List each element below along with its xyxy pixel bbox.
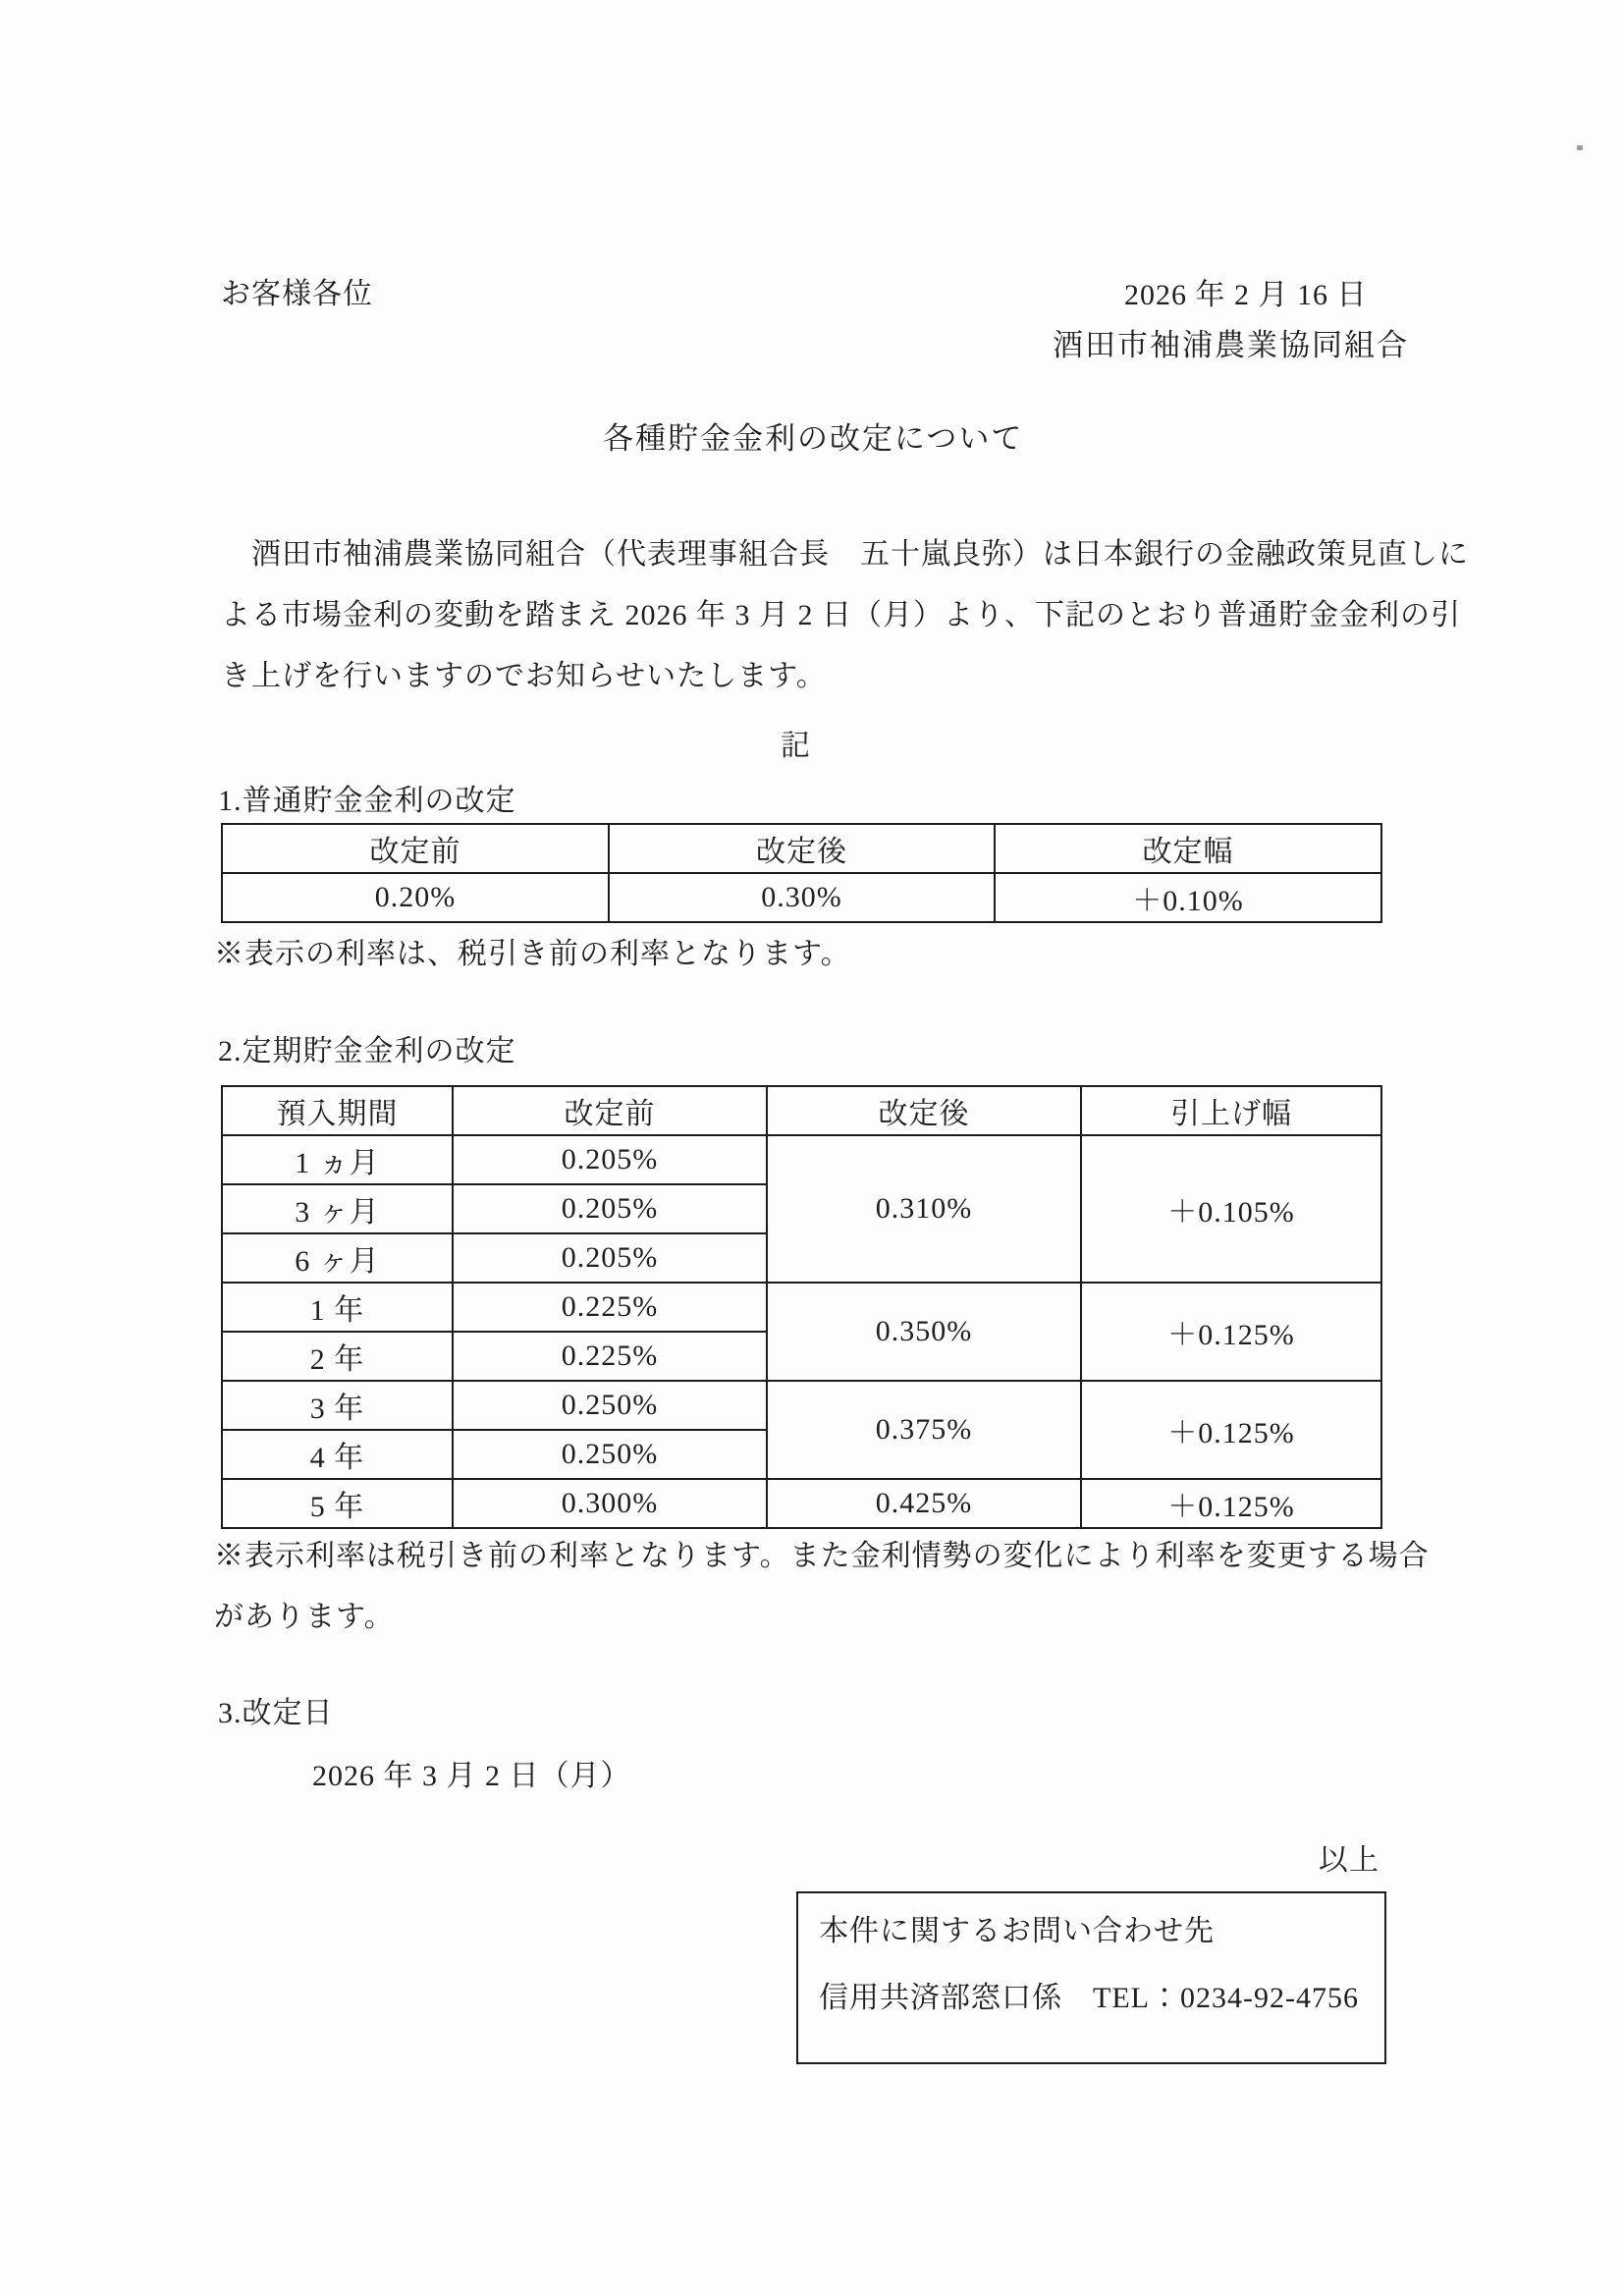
contact-phone: 信用共済部窓口係 TEL：0234-92-4756 — [819, 1982, 1359, 2014]
rate-before-cell: 0.20% — [222, 873, 609, 922]
letter-greeting: お客様各位 — [221, 278, 373, 310]
term-cell: 1 ヵ月 — [222, 1135, 453, 1184]
col-header-before: 改定前 — [453, 1086, 767, 1135]
closing-text: 以上 — [1319, 1844, 1380, 1877]
raise-cell-merged: ＋0.125% — [1081, 1283, 1381, 1381]
term-cell: 3 ヶ月 — [222, 1184, 453, 1233]
rate-after-cell: 0.30% — [609, 873, 995, 922]
before-cell: 0.250% — [453, 1430, 767, 1479]
time-deposit-rate-table — [221, 1085, 1382, 1529]
body-paragraph-line-2: よる市場金利の変動を踏まえ 2026 年 3 月 2 日（月）より、下記のとおり普通貯金金利の引 — [221, 599, 1461, 631]
col-header-term: 預入期間 — [222, 1086, 453, 1135]
body-paragraph-line-1: 酒田市袖浦農業協同組合（代表理事組合長 五十嵐良弥）は日本銀行の金融政策見直しに — [221, 538, 1469, 571]
before-cell: 0.250% — [453, 1381, 767, 1430]
col-header-before: 改定前 — [222, 824, 609, 873]
col-header-after: 改定後 — [767, 1086, 1081, 1135]
before-cell: 0.225% — [453, 1332, 767, 1381]
organization-name: 酒田市袖浦農業協同組合 — [1053, 328, 1409, 362]
term-cell: 6 ヶ月 — [222, 1233, 453, 1283]
scan-artifact-speck — [1577, 145, 1583, 150]
body-paragraph-line-3: き上げを行いますのでお知らせいたします。 — [221, 660, 827, 692]
before-cell: 0.205% — [453, 1233, 767, 1283]
record-marker: 記 — [781, 730, 811, 762]
term-cell: 5 年 — [222, 1479, 453, 1528]
document-title: 各種貯金金利の改定について — [603, 421, 1024, 456]
before-cell: 0.225% — [453, 1283, 767, 1332]
rate-change-cell: ＋0.10% — [995, 873, 1381, 922]
section1-note: ※表示の利率は、税引き前の利率となります。 — [214, 938, 851, 970]
raise-cell-merged: ＋0.105% — [1081, 1135, 1381, 1283]
section2-note-line-2: があります。 — [214, 1601, 395, 1633]
before-cell: 0.205% — [453, 1135, 767, 1184]
after-cell-merged: 0.310% — [767, 1135, 1081, 1283]
term-cell: 4 年 — [222, 1430, 453, 1479]
term-cell: 1 年 — [222, 1283, 453, 1332]
before-cell: 0.300% — [453, 1479, 767, 1528]
letter-date: 2026 年 2 月 16 日 — [1124, 279, 1368, 311]
table-row — [222, 1135, 1381, 1184]
col-header-change: 改定幅 — [995, 824, 1381, 873]
table-row — [222, 1381, 1381, 1430]
col-header-after: 改定後 — [609, 824, 995, 873]
before-cell: 0.205% — [453, 1184, 767, 1233]
col-header-raise: 引上げ幅 — [1081, 1086, 1381, 1135]
term-cell: 2 年 — [222, 1332, 453, 1381]
contact-title: 本件に関するお問い合わせ先 — [819, 1915, 1215, 1947]
table-row — [222, 1479, 1381, 1528]
table-row — [222, 1283, 1381, 1332]
section1-heading: 1.普通貯金金利の改定 — [218, 785, 516, 817]
section3-heading: 3.改定日 — [218, 1697, 334, 1729]
section2-heading: 2.定期貯金金利の改定 — [218, 1035, 516, 1067]
ordinary-deposit-rate-table — [221, 823, 1382, 923]
term-cell: 3 年 — [222, 1381, 453, 1430]
after-cell-merged: 0.375% — [767, 1381, 1081, 1479]
effective-date: 2026 年 3 月 2 日（月） — [312, 1760, 631, 1792]
raise-cell-merged: ＋0.125% — [1081, 1381, 1381, 1479]
raise-cell: ＋0.125% — [1081, 1479, 1381, 1528]
after-cell-merged: 0.350% — [767, 1283, 1081, 1381]
after-cell: 0.425% — [767, 1479, 1081, 1528]
section2-note-line-1: ※表示利率は税引き前の利率となります。また金利情勢の変化により利率を変更する場合 — [214, 1540, 1430, 1572]
